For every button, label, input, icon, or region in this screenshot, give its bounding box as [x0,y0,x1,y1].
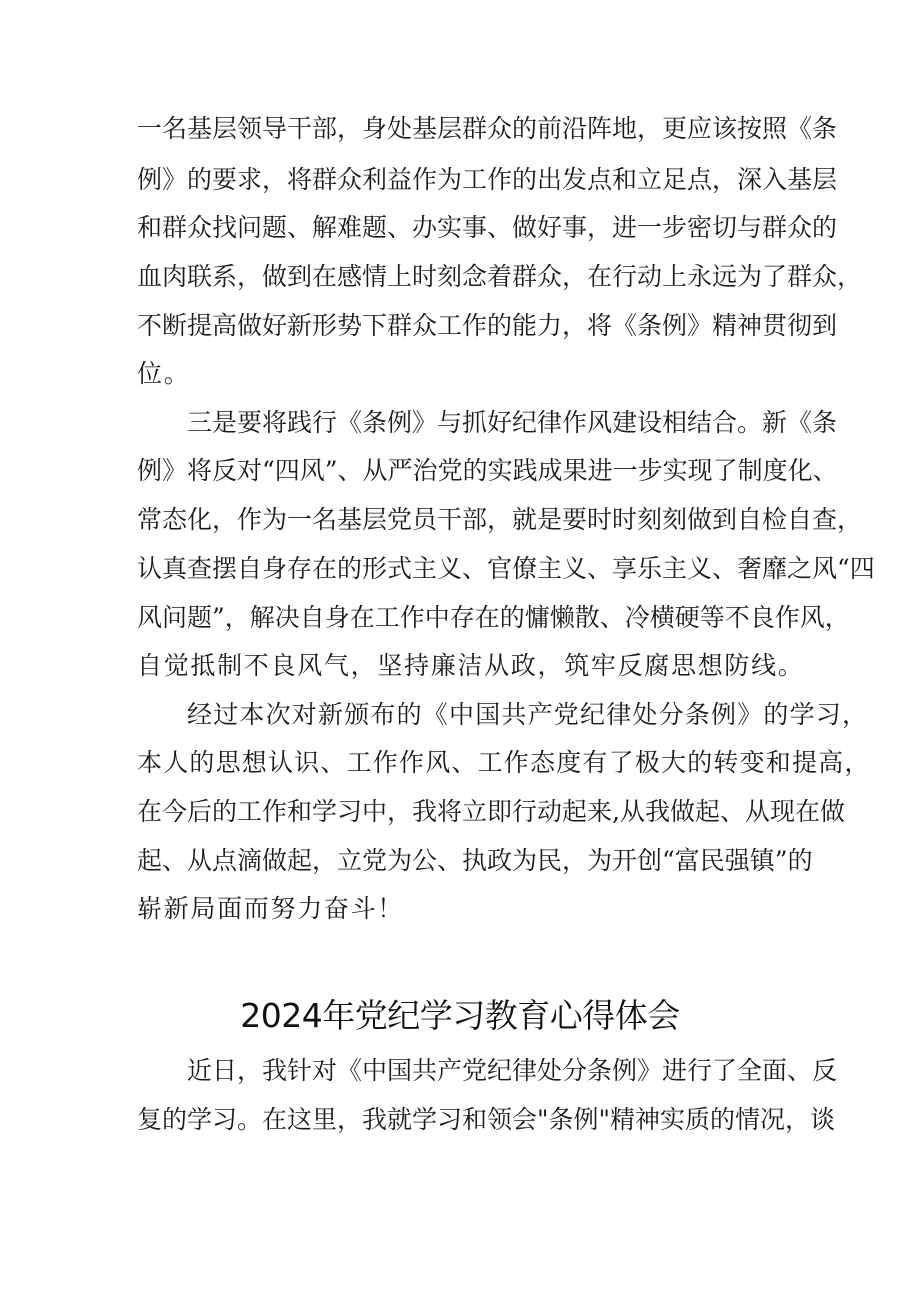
section-heading: 2024年党纪学习教育心得体会 [240,996,680,1035]
paragraph-line: 经过本次对新颁布的《中国共产党纪律处分条例》的学习， [187,700,869,729]
paragraph-line: 起、从点滴做起，立党为公、执政为民，为开创“富民强镇”的 [137,846,813,875]
paragraph-line: 近日，我针对《中国共产党纪律处分条例》进行了全面、反 [187,1056,838,1085]
paragraph-line: 血肉联系，做到在感情上时刻念着群众，在行动上永远为了群众， [137,262,863,291]
paragraph-line: 例》的要求，将群众利益作为工作的出发点和立足点，深入基层 [137,165,838,194]
paragraph-line: 一名基层领导干部，身处基层群众的前沿阵地，更应该按照《条 [137,114,838,143]
paragraph-line: 常态化，作为一名基层党员干部，就是要时时刻刻做到自检自查， [137,505,863,534]
paragraph-line: 三是要将践行《条例》与抓好纪律作风建设相结合。新《条 [187,408,838,437]
paragraph-line: 风问题”，解决自身在工作中存在的慵懒散、冷横硬等不良作风， [137,603,850,632]
paragraph-line: 位。 [137,359,191,388]
paragraph-line: 崭新局面而努力奋斗！ [137,894,405,923]
paragraph-line: 自觉抵制不良风气，坚持廉洁从政，筑牢反腐思想防线。 [137,651,805,680]
paragraph-line: 不断提高做好新形势下群众工作的能力，将《条例》精神贯彻到 [137,311,838,340]
paragraph-line: 和群众找问题、解难题、办实事、做好事，进一步密切与群众的 [137,213,838,242]
paragraph-line: 认真查摆自身存在的形式主义、官僚主义、享乐主义、奢靡之风“四 [137,554,875,583]
paragraph-line: 本人的思想认识、工作作风、工作态度有了极大的转变和提高， [137,748,871,777]
paragraph-line: 例》将反对“四风”、从严治党的实践成果进一步实现了制度化、 [137,456,838,485]
paragraph-line: 复的学习。在这里，我就学习和领会"条例"精神实质的情况，谈 [137,1105,836,1134]
paragraph-line: 在今后的工作和学习中，我将立即行动起来,从我做起、从现在做 [137,797,845,826]
